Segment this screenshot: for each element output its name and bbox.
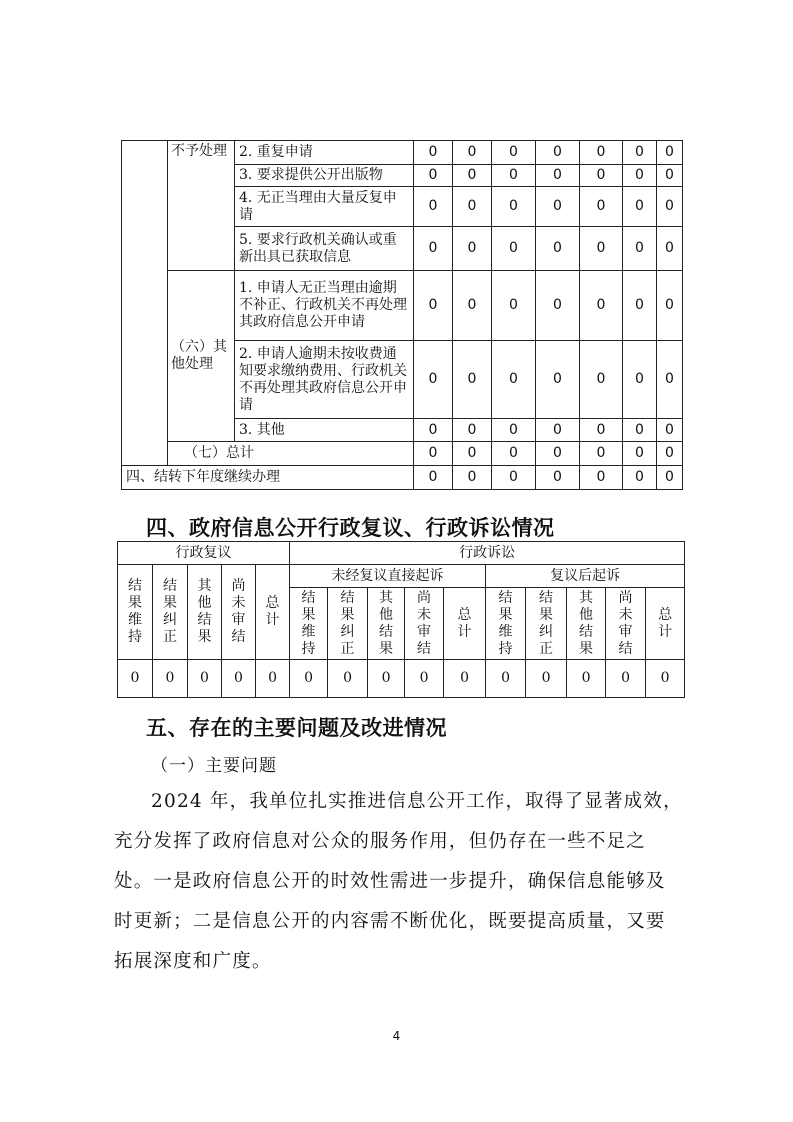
table-cell-value: 0	[453, 419, 492, 442]
litigation-col-label	[405, 588, 444, 660]
table-cell-value: 0	[492, 442, 536, 466]
review-col-label	[256, 565, 290, 660]
table-cell-value: 0	[657, 341, 683, 419]
table-cell-value: 0	[453, 165, 492, 187]
table-cell-value: 0	[118, 660, 153, 698]
litigation-col-label	[486, 588, 526, 660]
row-label: 3. 要求提供公开出版物	[235, 165, 414, 187]
litigation-col-label	[606, 588, 646, 660]
row-label: 2. 重复申请	[235, 141, 414, 165]
table-cell-value: 0	[606, 660, 646, 698]
paragraph-line: 充分发挥了政府信息对公众的服务作用，但仍存在一些不足之	[114, 831, 646, 852]
table-cell-value: 0	[657, 227, 683, 271]
row-label: （七）总计	[168, 442, 414, 466]
table-cell-value: 0	[526, 660, 567, 698]
table-cell-value: 0	[492, 466, 536, 490]
section4-heading: 四、政府信息公开行政复议、行政诉讼情况	[146, 516, 555, 540]
subheading-main-problems: （一）主要问题	[151, 756, 277, 776]
review-litigation-table	[117, 541, 685, 698]
table-cell-value: 0	[414, 271, 453, 341]
table-cell-value: 0	[657, 442, 683, 466]
table-cell-value: 0	[536, 341, 580, 419]
col-label-text: 结果纠正	[163, 578, 177, 645]
table-cell-value: 0	[368, 660, 405, 698]
table-cell-value: 0	[492, 187, 536, 227]
table-cell-value: 0	[657, 271, 683, 341]
table-cell-value: 0	[153, 660, 188, 698]
table-cell-value: 0	[492, 271, 536, 341]
paragraph-line: 拓展深度和广度。	[114, 951, 272, 972]
col-label-text: 总计	[658, 606, 673, 640]
table-cell-value: 0	[623, 419, 657, 442]
paragraph-line: 处。一是政府信息公开的时效性需进一步提升，确保信息能够及	[114, 871, 666, 892]
row-label: 3. 其他	[235, 419, 414, 442]
after-review-suit-header: 复议后起诉	[486, 565, 685, 588]
col-label-text: 其他结果	[379, 589, 394, 657]
table-cell-value: 0	[646, 660, 685, 698]
table-cell-value: 0	[414, 341, 453, 419]
table-cell-value: 0	[536, 419, 580, 442]
table-cell-value: 0	[492, 419, 536, 442]
table-cell-value: 0	[444, 660, 486, 698]
col-label-text: 尚未审结	[231, 578, 246, 645]
application-handling-table	[121, 140, 683, 490]
review-col-label	[222, 565, 256, 660]
litigation-col-label	[368, 588, 405, 660]
table-cell-value: 0	[453, 187, 492, 227]
table-cell-value: 0	[580, 466, 623, 490]
litigation-col-label	[444, 588, 486, 660]
table-cell-value: 0	[492, 341, 536, 419]
table-cell-value: 0	[453, 141, 492, 165]
paragraph-line: 2024 年，我单位扎实推进信息公开工作，取得了显著成效，	[151, 791, 683, 812]
table-cell-value: 0	[623, 271, 657, 341]
litigation-col-label	[290, 588, 328, 660]
table-cell-value: 0	[657, 187, 683, 227]
col-label-text: 结果维持	[498, 589, 513, 657]
table-cell-value: 0	[188, 660, 222, 698]
col-label-text: 结果纠正	[539, 589, 554, 657]
category-other-processing: （六）其他处理	[168, 271, 235, 442]
litigation-col-label	[328, 588, 368, 660]
table-cell-value: 0	[453, 466, 492, 490]
section5-heading: 五、存在的主要问题及改进情况	[146, 716, 447, 740]
table-cell-value: 0	[453, 227, 492, 271]
table-row	[122, 141, 683, 165]
table-cell-value: 0	[536, 187, 580, 227]
table-cell-value: 0	[492, 227, 536, 271]
review-col-label	[118, 565, 153, 660]
row-label: 2. 申请人逾期未按收费通知要求缴纳费用、行政机关不再处理其政府信息公开申请	[235, 341, 414, 419]
table-cell-value: 0	[580, 227, 623, 271]
table-cell-value: 0	[623, 165, 657, 187]
table-cell-value: 0	[414, 419, 453, 442]
page-number: 4	[392, 1029, 401, 1043]
table-cell-value: 0	[657, 466, 683, 490]
problem-paragraph	[114, 782, 714, 982]
table-cell-value: 0	[657, 419, 683, 442]
row-label: 1. 申请人无正当理由逾期不补正、行政机关不再处理其政府信息公开申请	[235, 271, 414, 341]
table-cell-value: 0	[328, 660, 368, 698]
table-cell-value: 0	[414, 466, 453, 490]
table-cell-value: 0	[414, 227, 453, 271]
table-cell-value: 0	[222, 660, 256, 698]
category-not-processed: 不予处理	[168, 141, 235, 271]
table-cell-value: 0	[492, 141, 536, 165]
table-cell-value: 0	[623, 141, 657, 165]
col-label-text: 其他结果	[197, 578, 212, 645]
col-label-text: 尚未审结	[417, 589, 432, 657]
table-cell-value: 0	[623, 227, 657, 271]
table-cell-value: 0	[414, 442, 453, 466]
table-row	[122, 271, 683, 341]
table-cell-value: 0	[536, 466, 580, 490]
paragraph-line: 时更新；二是信息公开的内容需不断优化，既要提高质量，又要	[114, 911, 666, 932]
table-cell-value: 0	[536, 271, 580, 341]
table-cell-value: 0	[657, 141, 683, 165]
carry-over-row	[122, 466, 683, 490]
col-label-text: 总计	[457, 606, 472, 640]
row-label: 四、结转下年度继续办理	[122, 466, 414, 490]
col-label-text: 结果维持	[128, 578, 142, 645]
litigation-col-label	[526, 588, 567, 660]
total-row	[122, 442, 683, 466]
table-cell-value: 0	[536, 141, 580, 165]
table-cell-value: 0	[414, 141, 453, 165]
table-cell-value: 0	[414, 165, 453, 187]
table-cell-value: 0	[580, 187, 623, 227]
table-cell-value: 0	[580, 419, 623, 442]
col-label-text: 结果纠正	[340, 589, 355, 657]
table-cell-value: 0	[580, 271, 623, 341]
direct-suit-header: 未经复议直接起诉	[290, 565, 486, 588]
table-cell-value: 0	[486, 660, 526, 698]
table-cell-value: 0	[580, 165, 623, 187]
row-label: 5. 要求行政机关确认或重新出具已获取信息	[235, 227, 414, 271]
col-label-text: 尚未审结	[618, 589, 633, 657]
table-cell-value: 0	[623, 442, 657, 466]
table-cell-value: 0	[536, 442, 580, 466]
table-cell-value: 0	[492, 165, 536, 187]
table-cell-value: 0	[657, 165, 683, 187]
row-label: 4. 无正当理由大量反复申请	[235, 187, 414, 227]
table-cell-value: 0	[453, 442, 492, 466]
blank-cell	[122, 141, 168, 466]
table-cell-value: 0	[290, 660, 328, 698]
table-cell-value: 0	[580, 442, 623, 466]
table-cell-value: 0	[567, 660, 606, 698]
table-cell-value: 0	[453, 341, 492, 419]
table-cell-value: 0	[256, 660, 290, 698]
review-col-label	[188, 565, 222, 660]
table-cell-value: 0	[536, 165, 580, 187]
table-cell-value: 0	[414, 187, 453, 227]
col-label-text: 其他结果	[579, 589, 594, 657]
table-cell-value: 0	[623, 466, 657, 490]
litigation-header: 行政诉讼	[290, 542, 685, 565]
table-cell-value: 0	[453, 271, 492, 341]
review-col-label	[153, 565, 188, 660]
litigation-col-label	[567, 588, 606, 660]
table-cell-value: 0	[405, 660, 444, 698]
table-cell-value: 0	[536, 227, 580, 271]
review-header: 行政复议	[118, 542, 290, 565]
col-label-text: 结果维持	[301, 589, 316, 657]
litigation-col-label	[646, 588, 685, 660]
table-cell-value: 0	[580, 141, 623, 165]
table-cell-value: 0	[623, 341, 657, 419]
col-label-text: 总计	[265, 595, 280, 628]
table-cell-value: 0	[580, 341, 623, 419]
table-cell-value: 0	[623, 187, 657, 227]
